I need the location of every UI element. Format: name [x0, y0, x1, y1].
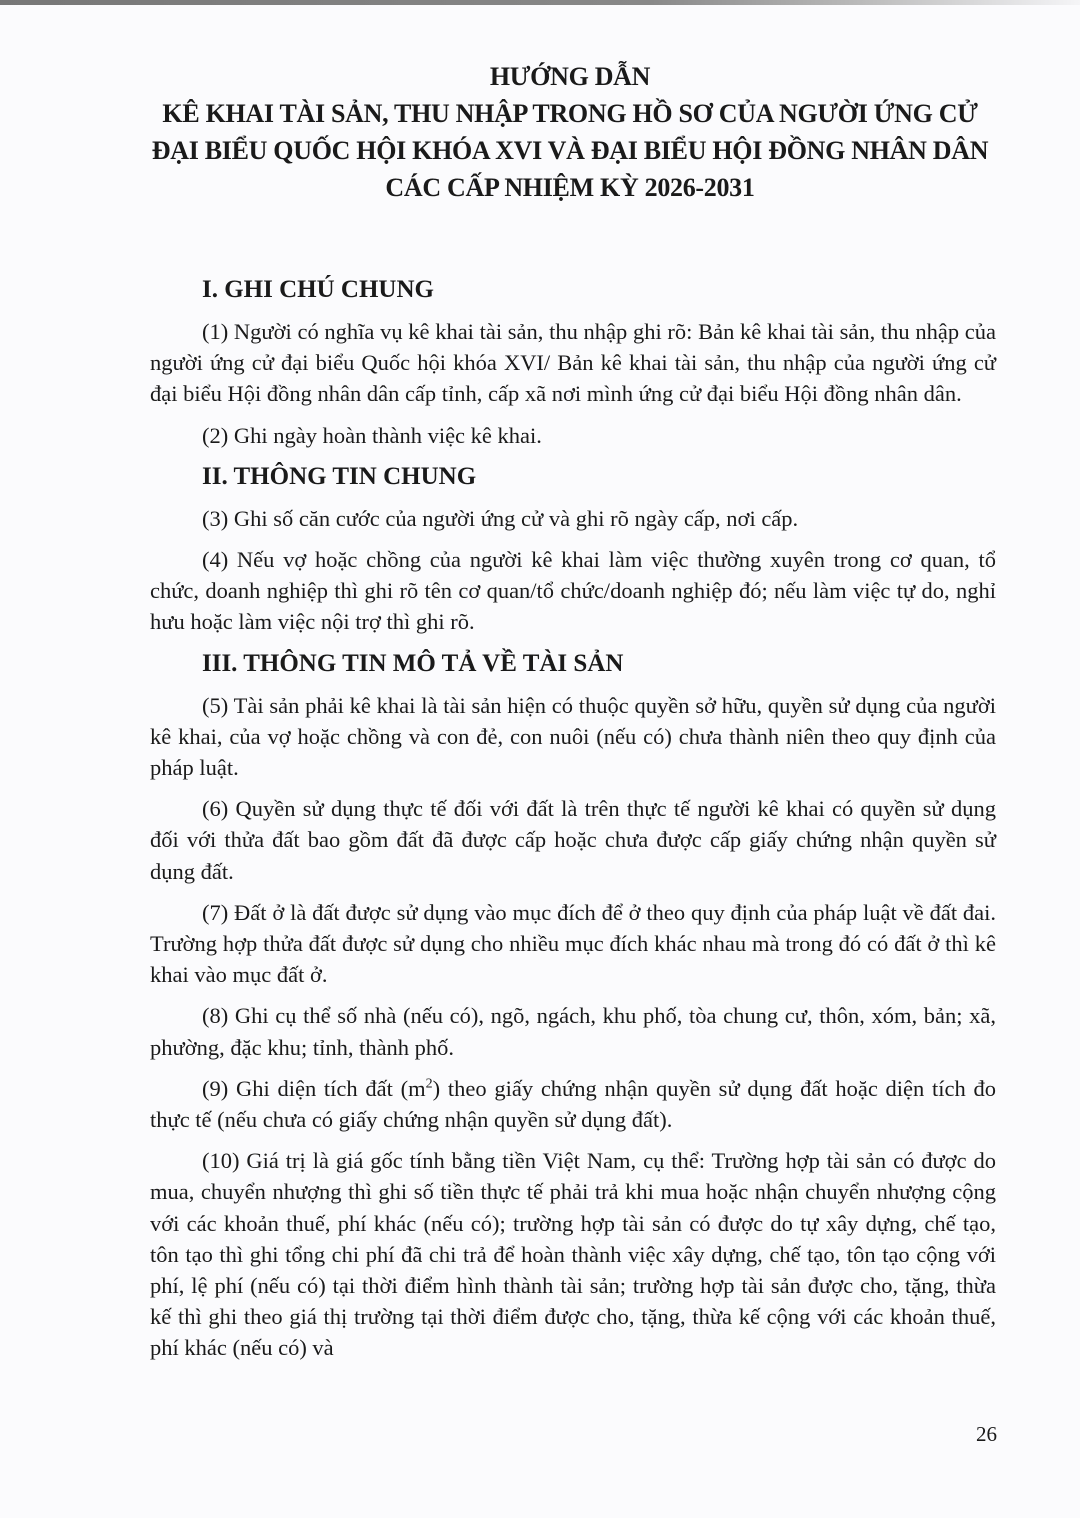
note-3: (3) Ghi số căn cước của người ứng cử và ghi rõ ngày cấp, nơi cấp.: [202, 505, 799, 531]
note-9-superscript: 2: [425, 1076, 433, 1092]
note-9: [150, 1073, 996, 1135]
section-heading-asset-description: III. THÔNG TIN MÔ TẢ VỀ TÀI SẢN: [202, 649, 624, 677]
page-number: 26: [976, 1422, 997, 1446]
title-line-4: CÁC CẤP NHIỆM KỲ 2026-2031: [385, 173, 755, 202]
title-line-3: ĐẠI BIỂU QUỐC HỘI KHÓA XVI VÀ ĐẠI BIỂU HỘI ĐỒNG NHÂN DÂN: [151, 136, 989, 165]
note-9-text-b: ) theo giấy chứng nhận quyền sử dụng đất hoặc diện tích đo thực tế (nếu chưa có giấy chứng nhận quyền sử dụng đất).: [150, 1075, 996, 1133]
note-1: (1) Người có nghĩa vụ kê khai tài sản, thu nhập ghi rõ: Bản kê khai tài sản, thu nhập của người ứng cử đại biểu Quốc hội khóa XVI/ Bản kê khai tài sản, thu nhập của người ứng cử đại biểu Hội đồng nhân dân cấp tỉnh, cấp xã nơi mình ứng cử đại biểu Hội đồng nhân dân.: [150, 319, 996, 407]
title-line-2: KÊ KHAI TÀI SẢN, THU NHẬP TRONG HỒ SƠ CỦA NGƯỜI ỨNG CỬ: [162, 99, 978, 128]
section-heading-general-notes: I. GHI CHÚ CHUNG: [202, 276, 434, 303]
note-8: (8) Ghi cụ thể số nhà (nếu có), ngõ, ngách, khu phố, tòa chung cư, thôn, xóm, bản; xã, phường, đặc khu; tỉnh, thành phố.: [150, 1003, 996, 1060]
section-heading-general-info: II. THÔNG TIN CHUNG: [202, 462, 477, 490]
note-10: (10) Giá trị là giá gốc tính bằng tiền Việt Nam, cụ thể: Trường hợp tài sản có được do mua, chuyển nhượng thì ghi số tiền thực tế phải trả khi mua hoặc nhận chuyển nhượng cộng với các khoản thuế, phí khác (nếu có); trường hợp tài sản có được do tự xây dựng, chế tạo, tôn tạo thì ghi tổng chi phí đã chi trả để hoàn thành việc xây dựng, chế tạo, tôn tạo cộng với phí, lệ phí (nếu có) tại thời điểm hình thành tài sản; trường hợp tài sản được cho, tặng, thừa kế thì ghi theo giá thị trường tại thời điểm được cho, tặng, thừa kế cộng với các khoản thuế, phí khác (nếu có) và: [150, 1148, 996, 1361]
note-6: (6) Quyền sử dụng thực tế đối với đất là trên thực tế người kê khai có quyền sử dụng đối với thửa đất bao gồm đất đã được cấp hoặc chưa được cấp giấy chứng nhận quyền sử dụng đất.: [150, 796, 996, 884]
title-line-1: HƯỚNG DẪN: [489, 62, 651, 91]
document-body: [150, 272, 996, 1364]
note-5: (5) Tài sản phải kê khai là tài sản hiện có thuộc quyền sở hữu, quyền sử dụng của người kê khai, của vợ hoặc chồng và con đẻ, con nuôi (nếu có) chưa thành niên theo quy định của pháp luật.: [150, 692, 996, 781]
note-7: (7) Đất ở là đất được sử dụng vào mục đích để ở theo quy định của pháp luật về đất đai. Trường hợp thửa đất được sử dụng cho nhiều mục đích khác nhau mà trong đó có đất ở thì kê khai vào mục đất ở.: [150, 899, 996, 988]
note-4: (4) Nếu vợ hoặc chồng của người kê khai làm việc thường xuyên trong cơ quan, tổ chức, doanh nghiệp thì ghi rõ tên cơ quan/tổ chức/doanh nghiệp đó; nếu làm việc tự do, nghỉ hưu hoặc làm việc nội trợ thì ghi rõ.: [150, 547, 996, 635]
note-2: (2) Ghi ngày hoàn thành việc kê khai.: [202, 422, 542, 448]
document-title: [140, 58, 1000, 206]
note-9-text-a: (9) Ghi diện tích đất (m: [202, 1075, 426, 1101]
